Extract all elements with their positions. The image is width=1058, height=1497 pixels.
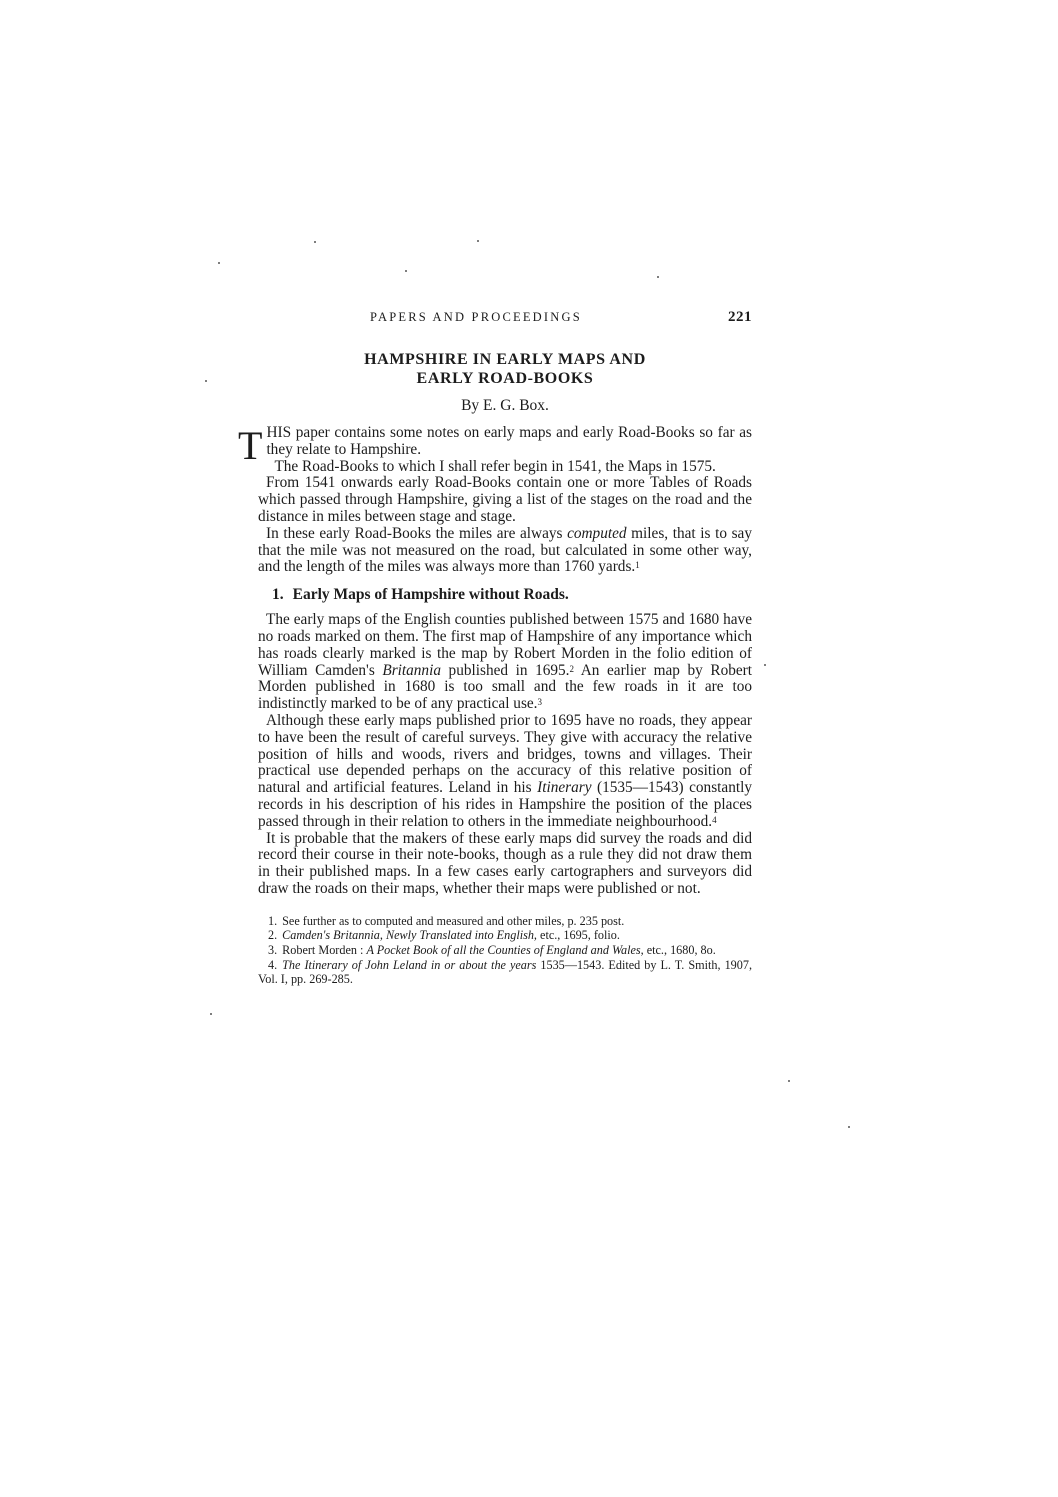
scan-speck xyxy=(210,1013,212,1015)
page-number: 221 xyxy=(728,309,752,325)
article-title xyxy=(258,350,752,388)
scan-speck xyxy=(848,1126,850,1128)
paragraph-5-emphasis: Britannia xyxy=(382,661,441,679)
footnote-4-emphasis: The Itinerary of John Leland in or about the years xyxy=(282,957,537,972)
section-heading-text: Early Maps of Hampshire without Roads. xyxy=(292,586,569,604)
paragraph-5 xyxy=(258,612,752,713)
footnote-4 xyxy=(258,958,752,987)
footnote-3 xyxy=(258,943,752,958)
paragraph-5-text-a: The early maps of the English counties published between 1575 and 1680 have no roads marked on them. The first map of Hampshire of any importance which has roads clearly marked is the map by Robert Morden in the folio edition of William Camden's xyxy=(258,611,752,679)
article-title-line-1: HAMPSHIRE IN EARLY MAPS AND xyxy=(364,351,646,368)
footnote-1-number: 1. xyxy=(268,913,278,928)
footnote-4-number: 4. xyxy=(268,957,278,972)
footnote-4-text: 1535—1543. Edited by L. T. Smith, 1907, Vol. I, pp. 269-285. xyxy=(258,957,752,987)
scan-speck xyxy=(205,380,207,382)
article-title-line-2: EARLY ROAD-BOOKS xyxy=(416,370,594,387)
scan-speck xyxy=(477,240,479,242)
footnote-ref-1[interactable]: 1 xyxy=(635,560,640,571)
paragraph-6-emphasis: Itinerary xyxy=(537,779,592,797)
section-heading xyxy=(258,586,752,604)
scan-speck xyxy=(218,262,220,264)
footnote-2-emphasis: Camden's Britannia, Newly Translated into English, xyxy=(282,928,537,943)
byline: By E. G. Box. xyxy=(461,397,549,414)
footnote-2 xyxy=(258,928,752,943)
scan-speck xyxy=(314,241,316,243)
paragraph-4-emphasis: computed xyxy=(567,524,627,542)
footnote-ref-3[interactable]: 3 xyxy=(537,697,543,708)
paragraph-4-text-a: In these early Road-Books the miles are always xyxy=(266,524,568,542)
paragraph-5-text-c: An earlier map by Robert Morden published in 1680 is too small and the few roads in it are too indistinctly marked to be of any practical use. xyxy=(258,661,753,713)
paragraph-7: It is probable that the makers of these early maps did survey the roads and did record their course in their note-books, though as a rule they did not draw them in their published maps. In a few cases early cartographers and surveyors did draw the roads on their maps, whether their maps were published or not. xyxy=(258,829,752,897)
footnote-3-emphasis: A Pocket Book of all the Counties of England and Wales, xyxy=(366,942,644,957)
scan-speck xyxy=(788,1080,790,1082)
paragraph-5-text-b: published in 1695. xyxy=(440,661,570,679)
section-number: 1. xyxy=(272,586,284,604)
footnote-3-text-a: Robert Morden : xyxy=(282,942,367,957)
footnote-2-number: 2. xyxy=(268,928,278,943)
footnote-1 xyxy=(258,914,752,929)
text-column xyxy=(238,309,753,987)
scan-speck xyxy=(764,664,766,666)
footnote-3-number: 3. xyxy=(268,942,278,957)
footnote-1-text: See further as to computed and measured and other miles, p. 235 post. xyxy=(282,913,625,928)
paragraph-4 xyxy=(258,526,752,576)
footnotes xyxy=(258,914,752,987)
paragraph-6 xyxy=(258,713,752,831)
scan-speck xyxy=(657,276,659,278)
paragraph-3: From 1541 onwards early Road-Books contain one or more Tables of Roads which passed through Hampshire, giving a list of the stages on the road and the distance in miles between stage and stage. xyxy=(258,474,752,525)
paragraph-1-text: HIS paper contains some notes on early maps and early Road-Books so far as they relate to Hampshire. xyxy=(266,424,752,458)
scan-speck xyxy=(405,270,407,272)
running-head-title: PAPERS AND PROCEEDINGS xyxy=(370,310,582,324)
paragraph-4-text-b: miles, that is to say that the mile was not measured on the road, but calculated in some other way, and the length of the miles was always more than 1760 yards. xyxy=(258,524,752,576)
paragraph-2: The Road-Books to which I shall refer begin in 1541, the Maps in 1575. xyxy=(274,457,716,475)
paragraph-6-text-b: (1535—1543) constantly records in his description of his rides in Hampshire the position of the places passed through in their relation to others in the immediate neighbourhood. xyxy=(258,779,752,830)
footnote-2-text: etc., 1695, folio. xyxy=(536,928,620,943)
footnote-ref-4[interactable]: 4 xyxy=(712,814,717,825)
paragraph-6-text-a: Although these early maps published prior to 1695 have no roads, they appear to have been the result of careful surveys. They give with accuracy the relative position of hills and woods, rivers and bridges, towns and villages. Their practical use depended perhaps on the accuracy of this relative position of natural and artificial features. Leland in his xyxy=(258,711,752,797)
running-head xyxy=(258,310,752,330)
footnote-3-text-b: etc., 1680, 8o. xyxy=(643,942,716,957)
drop-cap: T xyxy=(238,423,263,468)
footnote-ref-2[interactable]: 2 xyxy=(569,663,574,674)
